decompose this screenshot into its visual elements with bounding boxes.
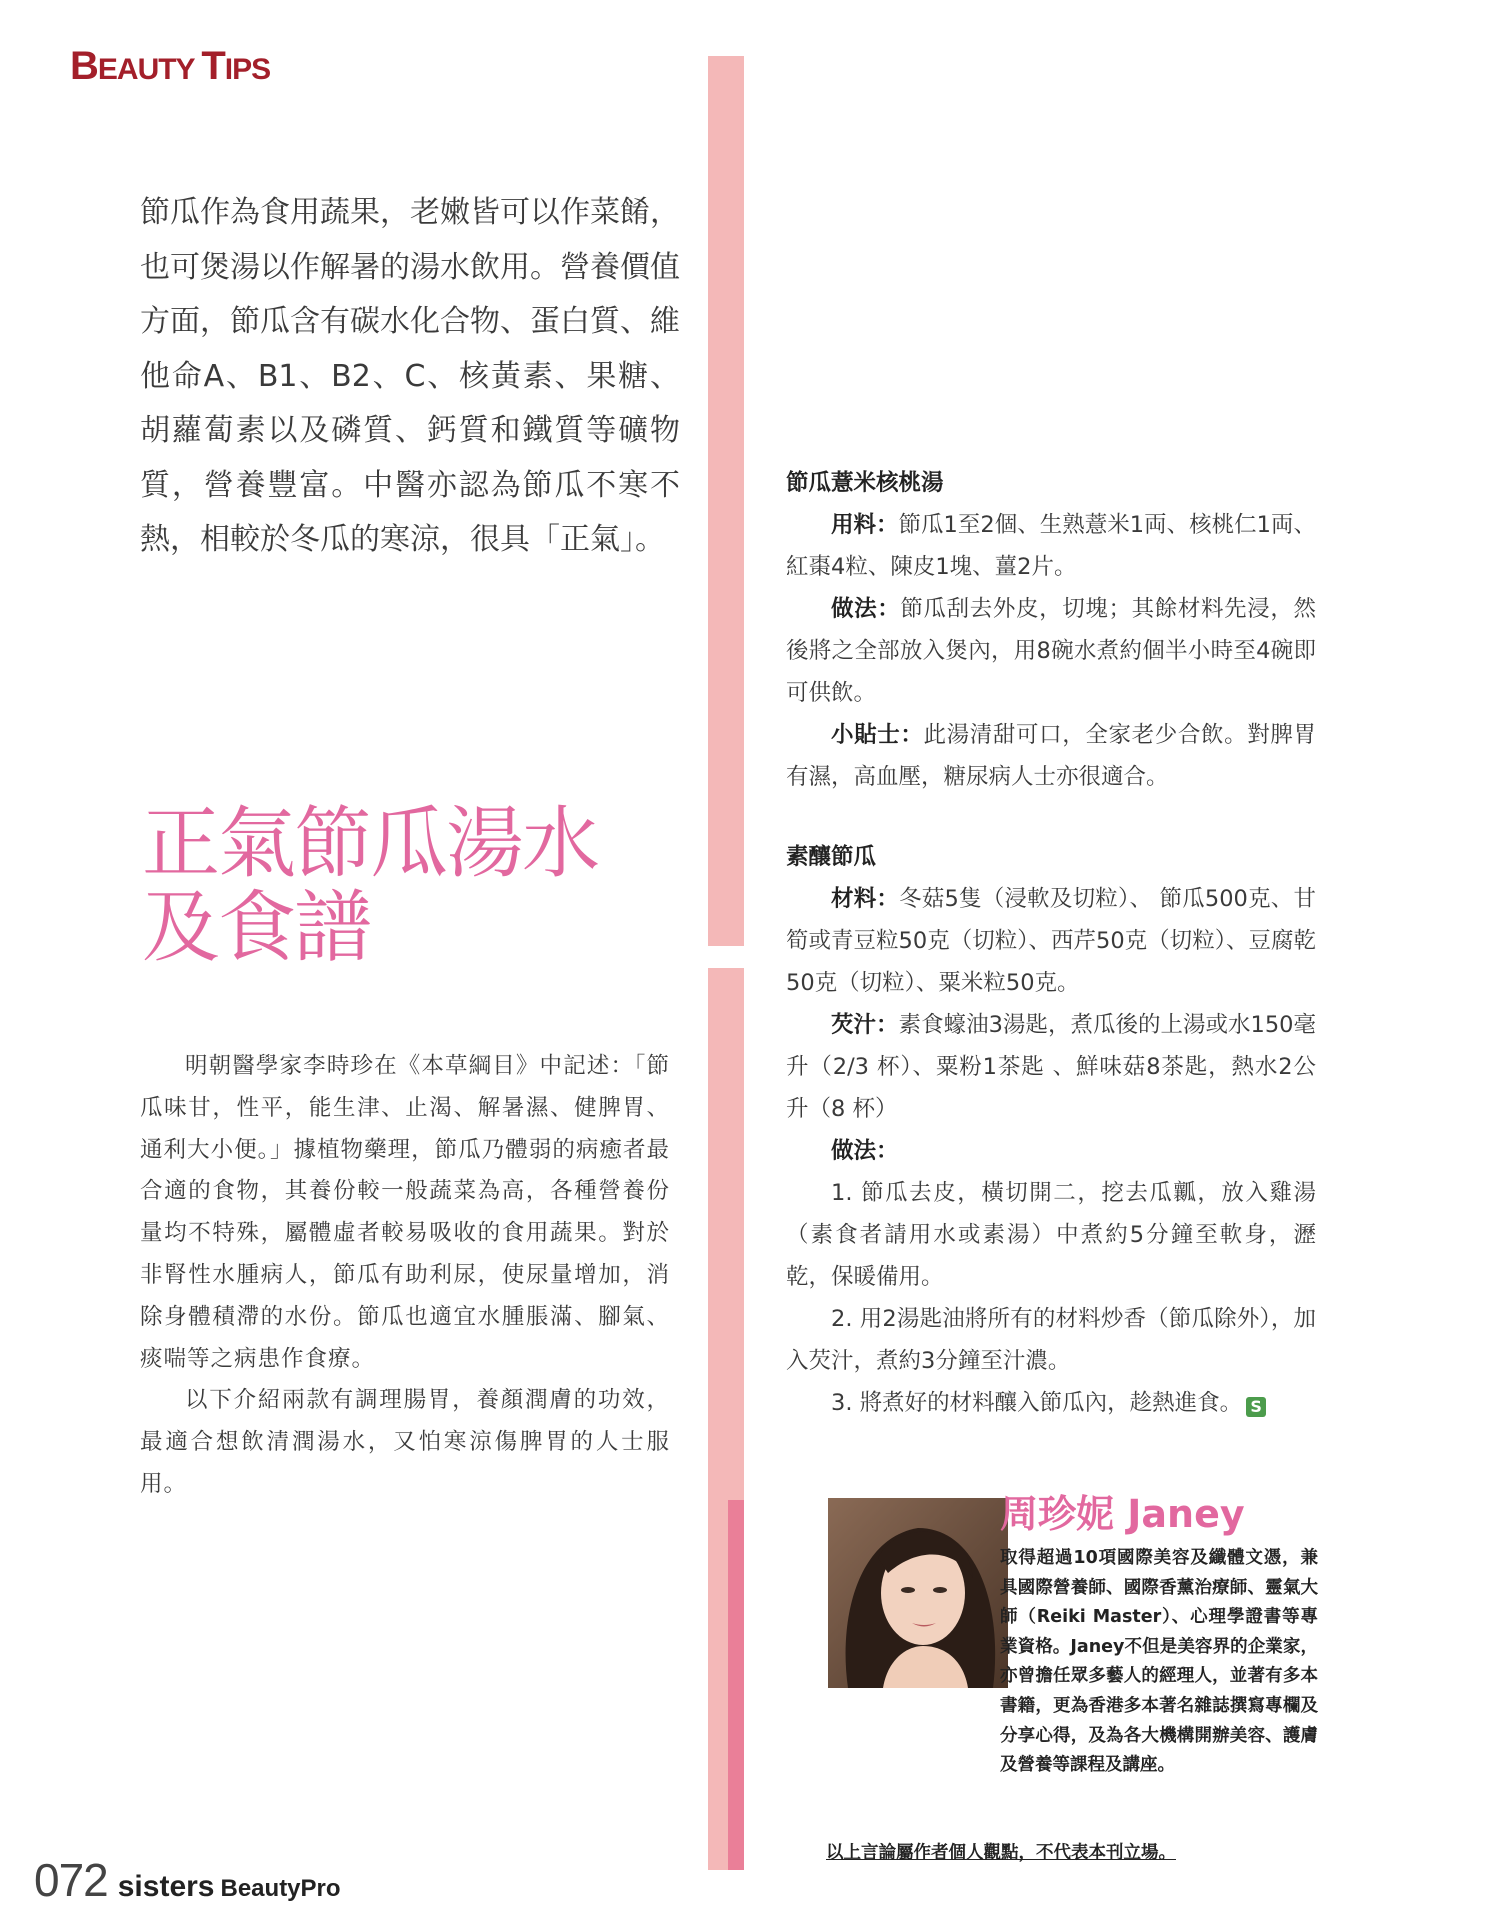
divider-bar-top [708, 56, 744, 946]
recipe-ingredients: 用料：節瓜1至2個、生熟薏米1両、核桃仁1両、紅棗4粒、陳皮1塊、薑2片。 [786, 512, 1316, 580]
recipe-step-3: 3. 將煮好的材料釀入節瓜內，趁熱進食。 S [786, 1382, 1316, 1424]
tip-label: 小貼士： [831, 722, 924, 748]
article-body [140, 1046, 670, 1506]
recipe-ingredients: 材料：冬菇5隻（浸軟及切粒）、 節瓜500克、甘筍或青豆粒50克（切粒）、西芹50克（切粒）、豆腐乾50克（切粒）、粟米粒50克。 [786, 886, 1316, 996]
recipe-sauce: 芡汁：素食蠔油3湯匙，煮瓜後的上湯或水150毫升（2/3 杯）、粟粉1茶匙 、鮮味菇8茶匙，熱水2公升（8 杯） [786, 1012, 1316, 1122]
ingredients-label: 材料： [831, 886, 900, 912]
recipe-stuffed-melon [786, 836, 1316, 1424]
recipe-tip: 小貼士：此湯清甜可口，全家老少合飲。對脾胃有濕，高血壓，糖尿病人士亦很適合。 [786, 722, 1316, 790]
article-title [142, 799, 702, 973]
recipe-method: 做法：節瓜刮去外皮，切塊；其餘材料先浸，然後將之全部放入煲內，用8碗水煮約個半小時至4碗即可供飲。 [786, 596, 1316, 706]
article-paragraph-2: 以下介紹兩款有調理腸胃，養顏潤膚的功效，最適合想飲清潤湯水，又怕寒涼傷脾胃的人士服用。 [140, 1387, 670, 1497]
method-label: 做法： [831, 1138, 899, 1164]
sub-brand: BeautyPro [220, 1875, 341, 1902]
recipe-title: 節瓜薏米核桃湯 [786, 470, 944, 496]
recipe-step-2: 2. 用2湯匙油將所有的材料炒香（節瓜除外），加入芡汁，煮約3分鐘至汁濃。 [786, 1306, 1316, 1374]
brand-logo: sisters [117, 1870, 215, 1903]
end-mark-icon: S [1246, 1397, 1266, 1417]
method-label: 做法： [831, 596, 901, 622]
page-footer [34, 1853, 341, 1907]
recipe-title: 素釀節瓜 [786, 844, 877, 870]
ingredients-label: 用料： [831, 512, 899, 538]
page-number: 072 [34, 1854, 108, 1906]
recipe-method [786, 1130, 1316, 1172]
divider-bar-accent [728, 1500, 744, 1870]
article-paragraph-1: 明朝醫學家李時珍在《本草綱目》中記述：「節瓜味甘，性平，能生津、止渴、解暑濕、健脾胃、通利大小便。」據植物藥理，節瓜乃體弱的病癒者最合適的食物，其養份較一般蔬菜為高，各種營養份量均不特殊，屬體虛者較易吸收的食用蔬果。對於非腎性水腫病人，節瓜有助利尿，使尿量增加，消除身體積滯的水份。節瓜也適宜水腫脹滿、腳氣、痰喘等之病患作食療。 [140, 1053, 670, 1372]
disclaimer: 以上言論屬作者個人觀點，不代表本刊立場。 [826, 1843, 1176, 1863]
author-photo [828, 1498, 1008, 1688]
recipe-soup [786, 462, 1316, 798]
sauce-label: 芡汁： [831, 1012, 899, 1038]
author-bio: 取得超過10項國際美容及纖體文憑，兼具國際營養師、國際香薰治療師、靈氣大師（Reiki Master）、心理學證書等專業資格。Janey不但是美容界的企業家，亦曾擔任眾多藝人的經理人，並著有多本書籍，更為香港多本著名雜誌撰寫專欄及分享心得，及為各大機構開辦美容、護膚及營養等課程及講座。 [1000, 1548, 1318, 1776]
intro-paragraph: 節瓜作為食用蔬果，老嫩皆可以作菜餚，也可煲湯以作解暑的湯水飲用。營養價值方面，節瓜含有碳水化合物、蛋白質、維他命A、B1、B2、C、核黃素、果糖、胡蘿蔔素以及磷質、鈣質和鐵質等礦物質，營養豐富。中醫亦認為節瓜不寒不熱，相較於冬瓜的寒涼，很具「正氣」。 [140, 195, 680, 557]
section-label: BEAUTY TIPS [70, 44, 271, 88]
title-line-2: 及食譜 [142, 883, 371, 973]
title-line-1: 正氣節瓜湯水 [142, 799, 599, 889]
author-name: 周珍妮 Janey [1000, 1492, 1245, 1536]
recipe-step-1: 1. 節瓜去皮，橫切開二，挖去瓜瓤，放入雞湯（素食者請用水或素湯）中煮約5分鐘至軟身，瀝乾，保暖備用。 [786, 1180, 1316, 1290]
